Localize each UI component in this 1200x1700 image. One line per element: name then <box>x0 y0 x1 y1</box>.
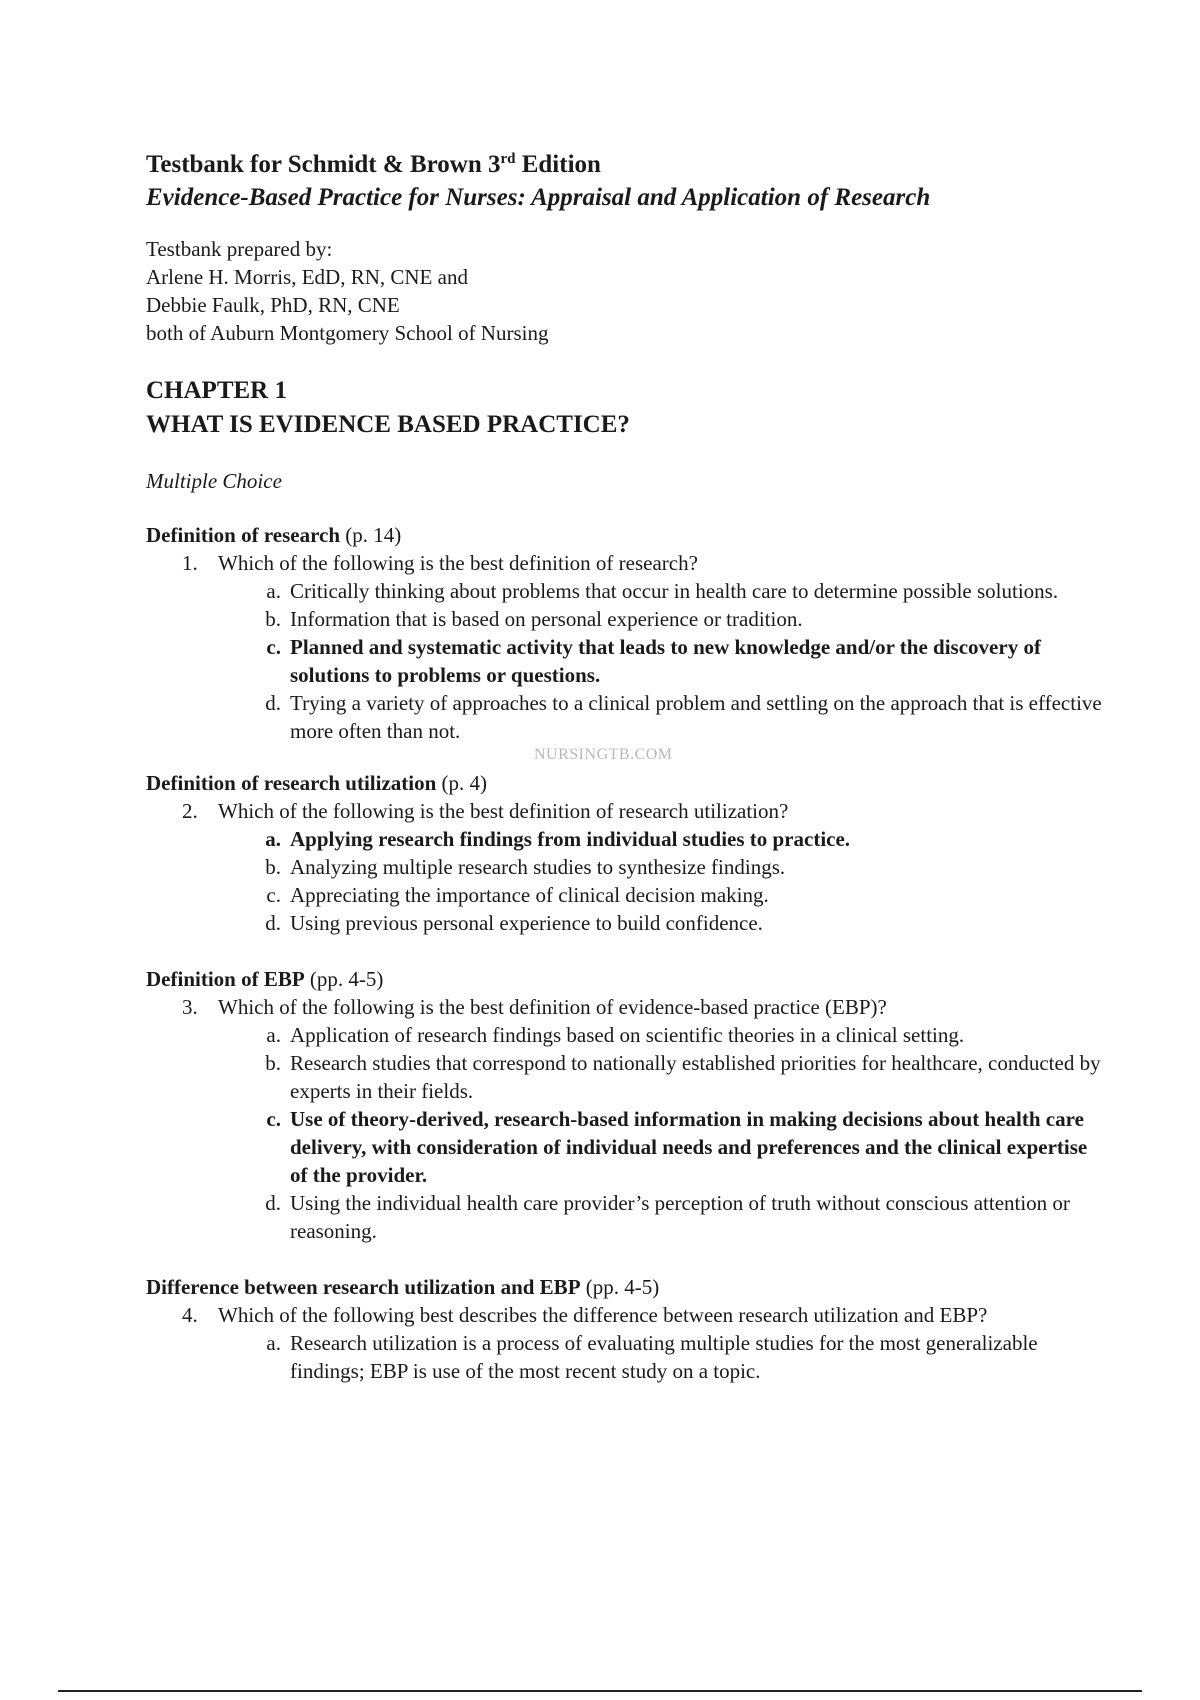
document-title: Testbank for Schmidt & Brown 3rd Edition <box>146 151 601 178</box>
question-topic: Definition of research utilization (p. 4) <box>146 771 488 795</box>
question-block <box>146 1273 1106 1385</box>
answer-option: b. Information that is based on personal experience or tradition. <box>265 607 803 631</box>
question-topic: Difference between research utilization and EBP (pp. 4-5) <box>146 1275 660 1299</box>
answer-option: d. Using previous personal experience to build confidence. <box>265 911 763 935</box>
document-subtitle: Evidence-Based Practice for Nurses: Appraisal and Application of Research <box>146 184 931 211</box>
answer-option: b. Analyzing multiple research studies to synthesize findings. <box>265 855 786 879</box>
question-topic: Definition of research (p. 14) <box>146 523 402 547</box>
answer-option: a. Application of research findings based on scientific theories in a clinical setting. <box>266 1023 965 1047</box>
preparers-line: Testbank prepared by: <box>146 237 333 261</box>
correct-answer-option: c. Planned and systematic activity that leads to new knowledge and/or the discovery of solutions to problems or questions. <box>266 635 1041 687</box>
preparers-block <box>146 235 1106 347</box>
chapter-number: CHAPTER 1 <box>146 377 287 404</box>
correct-answer-option: a. Applying research findings from individual studies to practice. <box>265 827 851 851</box>
question-stem: 4. Which of the following best describes the difference between research utilization and EBP? <box>182 1303 988 1327</box>
question-stem: 3. Which of the following is the best definition of evidence-based practice (EBP)? <box>182 995 887 1019</box>
question-stem: 2. Which of the following is the best definition of research utilization? <box>182 799 789 823</box>
question-block <box>146 521 1106 765</box>
preparers-line: both of Auburn Montgomery School of Nursing <box>146 321 549 345</box>
chapter-heading <box>146 374 1106 442</box>
answer-option: a. Critically thinking about problems that occur in health care to determine possible solutions. <box>266 579 1059 603</box>
question-topic: Definition of EBP (pp. 4-5) <box>146 967 384 991</box>
footer-divider <box>58 1690 1142 1692</box>
answer-option: a. Research utilization is a process of evaluating multiple studies for the most generalizable findings; EBP is use of the most recent study on a topic. <box>266 1331 1038 1383</box>
question-block <box>146 769 1106 937</box>
answer-option: d. Trying a variety of approaches to a clinical problem and settling on the approach that is effective more often than not. <box>265 691 1102 743</box>
question-block <box>146 965 1106 1245</box>
question-stem: 1. Which of the following is the best definition of research? <box>182 551 698 575</box>
correct-answer-option: c. Use of theory-derived, research-based information in making decisions about health care delivery, with consideration of individual needs and preferences and the clinical expertise of the provider. <box>266 1107 1088 1187</box>
preparers-line: Arlene H. Morris, EdD, RN, CNE and <box>146 265 468 289</box>
answer-option: c. Appreciating the importance of clinical decision making. <box>266 883 769 907</box>
preparers-line: Debbie Faulk, PhD, RN, CNE <box>146 293 400 317</box>
section-type: Multiple Choice <box>146 469 282 493</box>
chapter-title: WHAT IS EVIDENCE BASED PRACTICE? <box>146 411 630 438</box>
answer-option: d. Using the individual health care provider’s perception of truth without conscious attention or reasoning. <box>265 1191 1070 1243</box>
document-page <box>146 148 1106 1385</box>
answer-option: b. Research studies that correspond to nationally established priorities for healthcare, conducted by experts in their fields. <box>265 1051 1101 1103</box>
watermark: NURSINGTB.COM <box>534 746 673 763</box>
